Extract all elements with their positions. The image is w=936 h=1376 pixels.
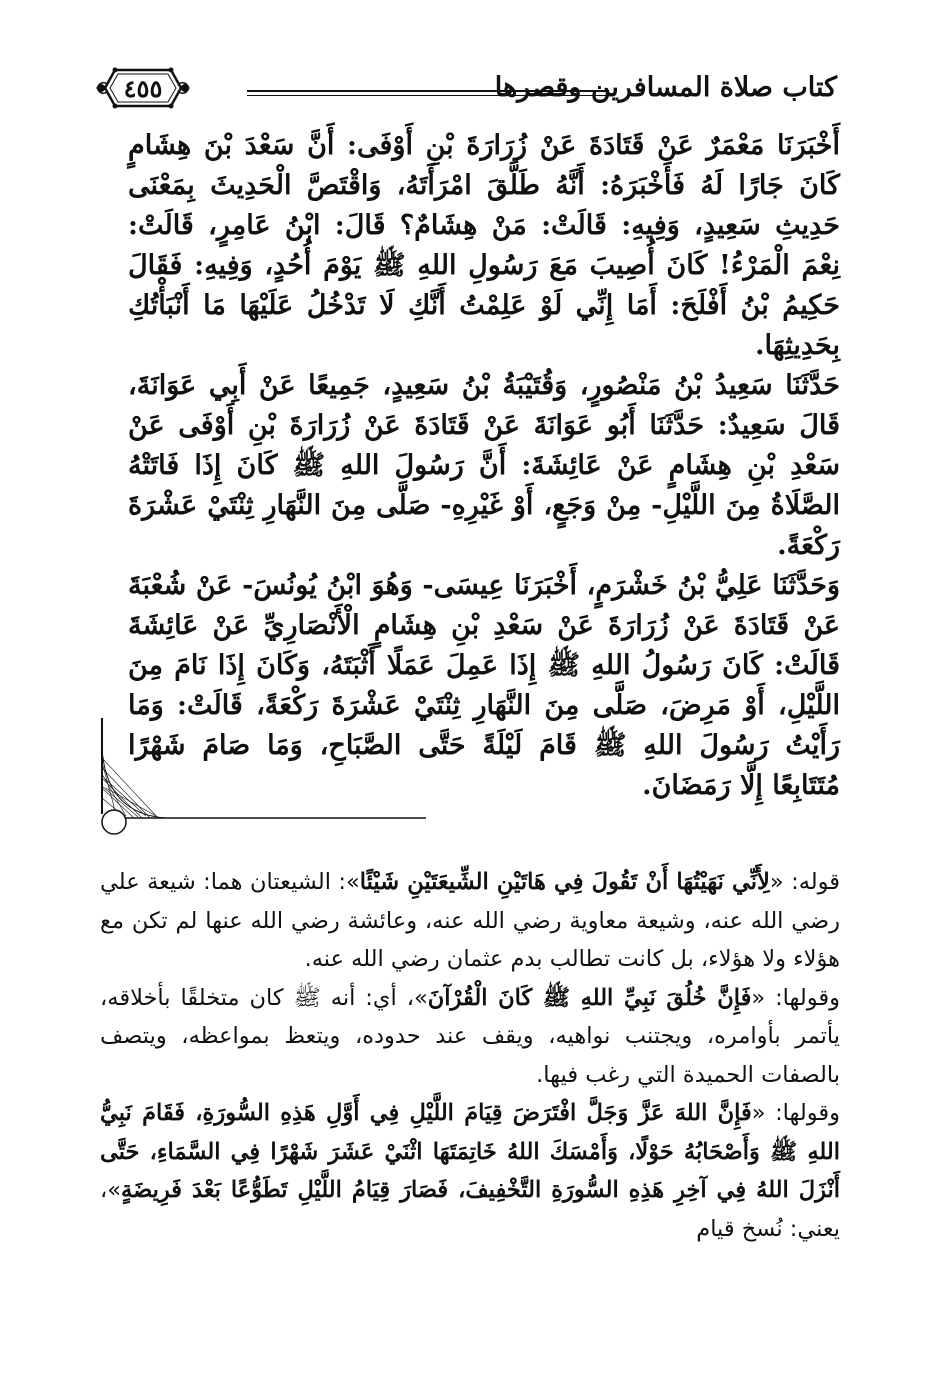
commentary-body: »، أي: أنه ﷺ كان متخلقًا بأخلاقه، يأتمر بأوامره، ويجتنب نواهيه، ويقف عند حدوده، ويتعظ بمواعظه، ويتصف بالصفات الحميدة التي رغب فيها. [100,984,840,1088]
commentary-body: »، يعني: نُسخ قيام [100,1177,840,1242]
page-number-badge [95,62,191,114]
hadith-paragraph: أَخْبَرَنَا مَعْمَرٌ عَنْ قَتَادَةَ عَنْ زُرَارَةَ بْنِ أَوْفَى: أَنَّ سَعْدَ بْنَ هِشَامٍ كَانَ جَارًا لَهُ فَأَخْبَرَهُ: أَنَّهُ طَلَّقَ امْرَأَتَهُ، وَاقْتَصَّ الْحَدِيثَ بِمَعْنَى حَدِيثِ سَعِيدٍ، وَفِيهِ: قَالَتْ: مَنْ هِشَامٌ؟ قَالَ: ابْنُ عَامِرٍ، قَالَتْ: نِعْمَ الْمَرْءُ! كَانَ أُصِيبَ مَعَ رَسُولِ اللهِ ﷺ يَوْمَ أُحُدٍ، وَفِيهِ: فَقَالَ حَكِيمُ بْنُ أَفْلَحَ: أَمَا إِنِّي لَوْ عَلِمْتُ أَنَّكِ لَا تَدْخُلُ عَلَيْهَا مَا أَنْبَأْتُكِ بِحَدِيثِهَا. [128,130,840,361]
section-end-ornament-icon [96,718,426,836]
hadith-paragraph: وَحَدَّثَنَا عَلِيُّ بْنُ خَشْرَمٍ، أَخْبَرَنَا عِيسَى- وَهُوَ ابْنُ يُونُسَ- عَنْ شُعْبَةَ عَنْ قَتَادَةَ عَنْ زُرَارَةَ عَنْ سَعْدِ بْنِ هِشَامٍ الْأَنْصَارِيِّ عَنْ عَائِشَةَ قَالَتْ: كَانَ رَسُولُ اللهِ ﷺ إِذَا عَمِلَ عَمَلًا أَثْبَتَهُ، وَكَانَ إِذَا نَامَ مِنَ اللَّيْلِ، أَوْ مَرِضَ، صَلَّى مِنَ النَّهَارِ ثِنْتَيْ عَشْرَةَ رَكْعَةً، قَالَتْ: وَمَا رَأَيْتُ رَسُولَ اللهِ ﷺ قَامَ لَيْلَةً حَتَّى الصَّبَاحِ، وَمَا صَامَ شَهْرًا مُتَتَابِعًا إِلَّا رَمَضَانَ. [128,570,840,801]
running-title: كتاب صلاة المسافرين وقصرها [494,72,837,103]
quoted-phrase: فَإِنَّ خُلُقَ نَبِيِّ اللهِ ﷺ كَانَ الْقُرْآنَ [427,984,752,1011]
page-number: ٤٥٥ [123,74,163,103]
commentary-lead: وقولها: « [751,984,840,1011]
commentary-body: »: الشيعتان هما: شيعة علي رضي الله عنه، وشيعة معاوية رضي الله عنه، وعائشة رضي الله عنها لم تكن مع هؤلاء ولا هؤلاء، بل كانت تطالب بدم عثمان رضي الله عنه. [100,869,840,972]
commentary-paragraph [100,979,840,1095]
header-rule [247,90,609,96]
commentary-paragraph [100,863,840,979]
commentary-lead: قوله: « [769,869,840,895]
page-header [95,62,837,114]
commentary-lead: وقولها: « [751,1100,841,1126]
commentary-text [100,863,840,1248]
hadith-text [128,126,840,806]
quoted-phrase: فَإِنَّ اللهَ عَزَّ وَجَلَّ افْتَرَضَ قِيَامَ اللَّيْلِ فِي أَوَّلِ هَذِهِ السُّورَةِ، فَقَامَ نَبِيُّ اللهِ ﷺ وَأَصْحَابُهُ حَوْلًا، وَأَمْسَكَ اللهُ خَاتِمَتَهَا اثْنَيْ عَشَرَ شَهْرًا فِي السَّمَاءِ، حَتَّى أَنْزَلَ اللهُ فِي آخِرِ هَذِهِ السُّورَةِ التَّخْفِيفَ، فَصَارَ قِيَامُ اللَّيْلِ تَطَوُّعًا بَعْدَ فَرِيضَةٍ [100,1100,840,1203]
hadith-paragraph: حَدَّثَنَا سَعِيدُ بْنُ مَنْصُورٍ، وَقُتَيْبَةُ بْنُ سَعِيدٍ، جَمِيعًا عَنْ أَبِي عَوَانَةَ، قَالَ سَعِيدٌ: حَدَّثَنَا أَبُو عَوَانَةَ عَنْ قَتَادَةَ عَنْ زُرَارَةَ بْنِ أَوْفَى عَنْ سَعْدِ بْنِ هِشَامٍ عَنْ عَائِشَةَ: أَنَّ رَسُولَ اللهِ ﷺ كَانَ إِذَا فَاتَتْهُ الصَّلَاةُ مِنَ اللَّيْلِ- مِنْ وَجَعٍ، أَوْ غَيْرِهِ- صَلَّى مِنَ النَّهَارِ ثِنْتَيْ عَشْرَةَ رَكْعَةً. [128,370,840,561]
commentary-paragraph [100,1094,840,1248]
quoted-phrase: لِأَنِّي نَهَيْتُهَا أَنْ تَقُولَ فِي هَاتَيْنِ الشِّيعَتَيْنِ شَيْئًا [359,869,770,895]
